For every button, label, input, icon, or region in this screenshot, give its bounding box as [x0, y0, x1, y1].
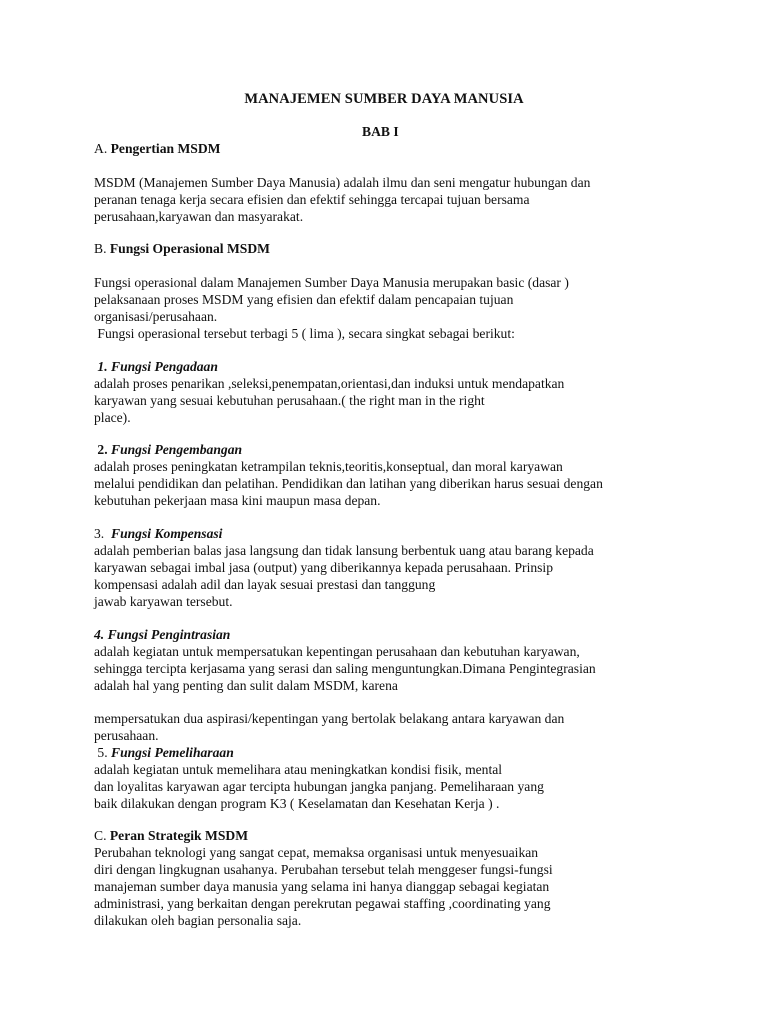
- section-c-title: Peran Strategik MSDM: [109, 828, 249, 843]
- function-1-name: Fungsi Pengadaan: [111, 359, 218, 374]
- function-3-heading: [94, 525, 222, 542]
- function-4-text-line: sehingga tercipta kerjasama yang serasi dan saling menguntungkan.Dimana Pengintegrasian: [94, 661, 596, 676]
- function-1-number: 1.: [94, 359, 111, 374]
- section-a-heading: [94, 140, 220, 157]
- function-3-name: Fungsi Kompensasi: [111, 526, 223, 541]
- section-a-title: Pengertian MSDM: [110, 141, 221, 156]
- function-5-text-line: baik dilakukan dengan program K3 ( Keselamatan dan Kesehatan Kerja ) .: [94, 796, 500, 811]
- function-4-text-line: adalah kegiatan untuk mempersatukan kepentingan perusahaan dan kebutuhan karyawan,: [94, 644, 580, 659]
- section-b-text-line: organisasi/perusahaan.: [94, 309, 218, 324]
- chapter-label: BAB I: [362, 124, 399, 139]
- section-a-text-line: perusahaan,karyawan dan masyarakat.: [94, 209, 304, 224]
- section-b-text-line: Fungsi operasional tersebut terbagi 5 ( lima ), secara singkat sebagai berikut:: [94, 326, 515, 341]
- document-title: MANAJEMEN SUMBER DAYA MANUSIA: [244, 91, 524, 107]
- section-b-text-line: Fungsi operasional dalam Manajemen Sumber Daya Manusia merupakan basic (dasar ): [94, 275, 569, 290]
- function-3-text-line: adalah pemberian balas jasa langsung dan tidak lansung berbentuk uang atau barang kepada: [94, 543, 594, 558]
- function-2-number: 2.: [94, 442, 111, 457]
- function-4-text-line: adalah hal yang penting dan sulit dalam MSDM, karena: [94, 678, 398, 693]
- function-3-text-line: kompensasi adalah adil dan layak sesuai prestasi dan tanggung: [94, 577, 436, 592]
- function-4-text-line: perusahaan.: [94, 728, 159, 743]
- section-b-heading: [94, 240, 270, 257]
- function-2-name: Fungsi Pengembangan: [111, 442, 243, 457]
- function-1-text-line: karyawan yang sesuai kebutuhan perusahaan.( the right man in the right: [94, 393, 485, 408]
- section-c-prefix: C.: [94, 828, 110, 843]
- section-b-text-line: pelaksanaan proses MSDM yang efisien dan efektif dalam pencapaian tujuan: [94, 292, 514, 307]
- function-4-heading: [94, 626, 230, 643]
- function-5-text-line: adalah kegiatan untuk memelihara atau meningkatkan kondisi fisik, mental: [94, 762, 503, 777]
- function-4-text-line: mempersatukan dua aspirasi/kepentingan yang bertolak belakang antara karyawan dan: [94, 711, 565, 726]
- section-a-text-line: peranan tenaga kerja secara efisien dan efektif sehingga tercapai tujuan bersama: [94, 192, 530, 207]
- section-c-text-line: dilakukan oleh bagian personalia saja.: [94, 913, 302, 928]
- function-4-name: Fungsi Pengintrasian: [107, 627, 231, 642]
- function-1-heading: [94, 358, 218, 375]
- section-c-heading: [94, 827, 248, 844]
- section-a-text-line: MSDM (Manajemen Sumber Daya Manusia) adalah ilmu dan seni mengatur hubungan dan: [94, 175, 591, 190]
- function-5-name: Fungsi Pemeliharaan: [111, 745, 234, 760]
- function-3-number: 3.: [94, 526, 111, 541]
- function-5-number: 5.: [94, 745, 111, 760]
- function-2-text-line: kebutuhan pekerjaan masa kini maupun masa depan.: [94, 493, 381, 508]
- function-2-heading: [94, 441, 242, 458]
- function-2-text-line: melalui pendidikan dan pelatihan. Pendidikan dan latihan yang diberikan harus sesuai dengan: [94, 476, 603, 491]
- section-c-text-line: diri dengan lingkugnan usahanya. Perubahan tersebut telah menggeser fungsi-fungsi: [94, 862, 553, 877]
- section-c-text-line: Perubahan teknologi yang sangat cepat, memaksa organisasi untuk menyesuaikan: [94, 845, 539, 860]
- function-2-text-line: adalah proses peningkatan ketrampilan teknis,teoritis,konseptual, dan moral karyawan: [94, 459, 563, 474]
- function-3-text-line: jawab karyawan tersebut.: [94, 594, 233, 609]
- section-c-text-line: administrasi, yang berkaitan dengan perekrutan pegawai staffing ,coordinating yang: [94, 896, 551, 911]
- function-1-text-line: adalah proses penarikan ,seleksi,penempatan,orientasi,dan induksi untuk mendapatkan: [94, 376, 565, 391]
- section-b-prefix: B.: [94, 241, 110, 256]
- function-3-text-line: karyawan sebagai imbal jasa (output) yang diberikannya kepada perusahaan. Prinsip: [94, 560, 554, 575]
- function-1-text-line: place).: [94, 410, 131, 425]
- section-a-prefix: A.: [94, 141, 111, 156]
- function-5-text-line: dan loyalitas karyawan agar tercipta hubungan jangka panjang. Pemeliharaan yang: [94, 779, 544, 794]
- section-c-text-line: manajeman sumber daya manusia yang selama ini hanya dianggap sebagai kegiatan: [94, 879, 550, 894]
- section-b-title: Fungsi Operasional MSDM: [109, 241, 270, 256]
- function-5-heading: [94, 744, 234, 761]
- function-4-number: 4.: [94, 627, 108, 642]
